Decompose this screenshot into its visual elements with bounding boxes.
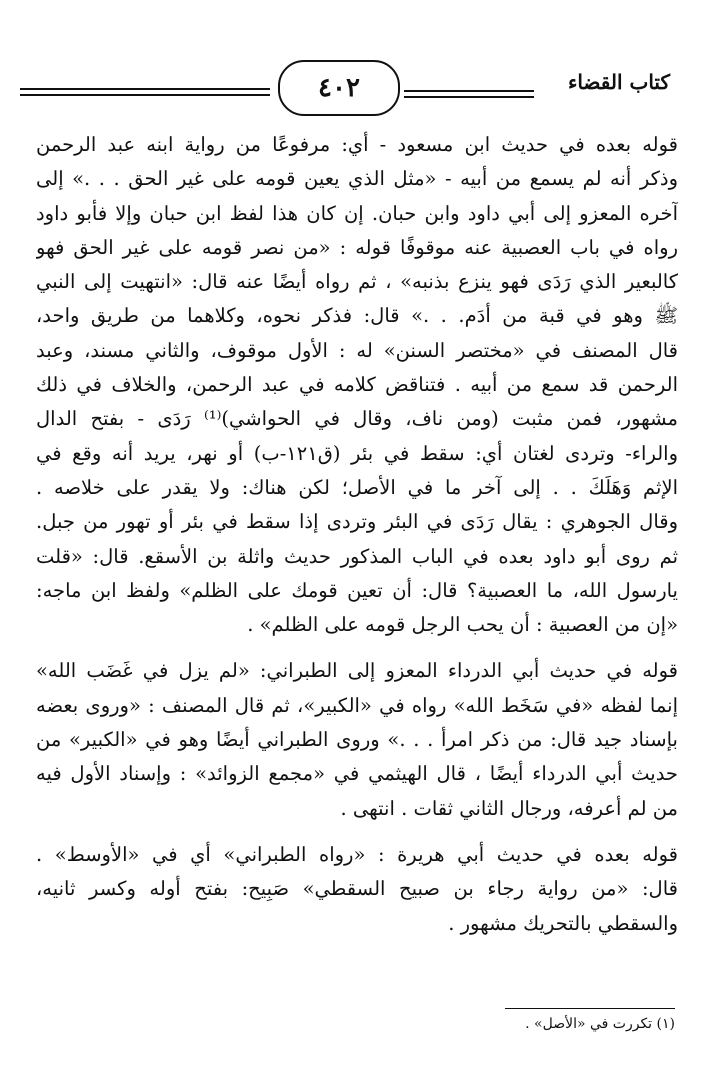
header-rule-right: [404, 90, 534, 92]
text-line: رواه في باب العصبية عنه موقوفًا قوله : «من نصر قومه على غير الحق فهو: [36, 235, 678, 259]
text-line: قوله بعده في حديث أبي هريرة : «رواه الطبراني» أي في «الأوسط» .: [36, 842, 678, 866]
text-line: الإثم وَهَلَكَ . . إلى آخر ما في الأصل؛ لكن هناك: ولا يقدر على خلاصه .: [36, 475, 678, 499]
text-line: والسقطي بالتحريك مشهور .: [448, 911, 678, 935]
text-line: وذكر أنه لم يسمع من أبيه - «مثل الذي يعين قومه على غير الحق . . .» إلى: [36, 167, 678, 191]
text-line: مشهور، فمن مثبت (ومن ناف، وقال في الحواشي)⁽¹⁾ رَدَى - بفتح الدال: [36, 407, 678, 431]
text-line: قال المصنف في «مختصر السنن» له : الأول موقوف، والثاني مسند، وعبد: [36, 338, 678, 362]
text-line: حديث أبي الدرداء أيضًا ، قال الهيثمي في «مجمع الزوائد» : وإسناد الأول فيه: [36, 762, 678, 786]
text-line: قوله بعده في حديث ابن مسعود - أي: مرفوعًا من رواية ابنه عبد الرحمن: [36, 133, 678, 156]
text-line: يارسول الله، ما العصبية؟ قال: أن تعين قومك على الظلم» ولفظ ابن ماجه:: [36, 578, 678, 602]
footnote: (١) تكررت في «الأصل» .: [525, 1016, 675, 1032]
text-line: ﷺ وهو في قبة من أدَم. . .» قال: فذكر نحوه، وكلاهما من طريق واحد،: [36, 304, 678, 328]
text-line: قال: «من رواية رجاء بن صبيح السقطي» صَبِيح: بفتح أوله وكسر ثانيه،: [36, 877, 678, 901]
page-body: [36, 128, 678, 941]
text-line: بإسناد جيد قال: من ذكر امرأ . . .» وروى الطبراني أيضًا وهو في «الكبير» من: [36, 728, 678, 752]
paragraph-3: [36, 838, 678, 941]
page-header: [20, 60, 680, 120]
text-line: «إن من العصبية : أن يحب الرجل قومه على الظلم» .: [247, 613, 678, 637]
text-line: قوله في حديث أبي الدرداء المعزو إلى الطبراني: «لم يزل في غَضَب الله»: [36, 659, 678, 683]
header-rule-right-2: [404, 96, 534, 98]
header-rule-left: [20, 88, 270, 90]
text-line: والراء- وتردى لغتان أي: سقط في بئر (ق١٢١-ب) أو نهر، يريد أنه وقع في: [36, 441, 678, 465]
text-line: من لم أعرفه، ورجال الثاني ثقات . انتهى .: [340, 796, 678, 820]
text-line: آخره المعزو إلى أبي داود وابن حبان. إن كان هذا لفظ ابن حبان وإلا فأبو داود: [36, 201, 678, 225]
paragraph-2: [36, 654, 678, 825]
text-line: وقال الجوهري : يقال رَدَى في البئر وتردى إذا سقط في بئر أو تهور من جبل.: [36, 510, 678, 534]
text-line: الرحمن قد سمع من أبيه . فتناقض كلامه في عبد الرحمن، والخلاف في ذلك: [36, 373, 678, 397]
book-title: كتاب القضاء: [567, 70, 670, 94]
text-line: كالبعير الذي رَدَى فهو ينزع بذنبه» ، ثم رواه أيضًا عنه قال: «انتهيت إلى النبي: [36, 270, 678, 294]
page-number: ٤٠٢: [278, 60, 400, 116]
paragraph-1: [36, 128, 678, 642]
footnote-divider: [505, 1008, 675, 1009]
text-line: إنما لفظه «في سَخَط الله» رواه في «الكبير»، ثم قال المصنف : «وروى بعضه: [36, 693, 678, 717]
text-line: ثم روى أبو داود بعده في الباب المذكور حديث واثلة بن الأسقع. قال: «قلت: [36, 544, 678, 568]
header-rule-left-2: [20, 94, 270, 96]
